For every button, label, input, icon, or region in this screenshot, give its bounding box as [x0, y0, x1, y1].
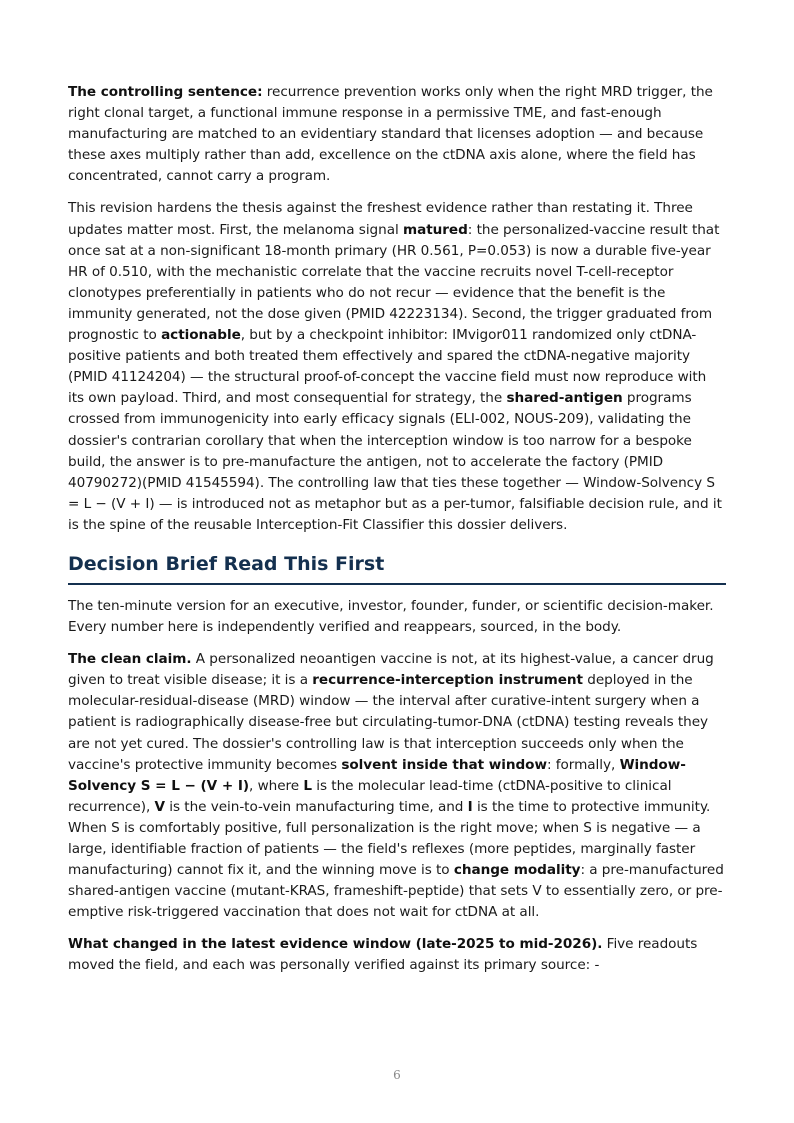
paragraph-text: is the time to protective immunity. When S is comfortably positive, full personalization is the right move; when S is negative — a large, identifiable fraction of patients — the field's reflexes (more peptides, marginally faster manufacturing) cannot fix it, and the winning move is to	[68, 798, 711, 879]
emphasis: change modality	[453, 862, 581, 879]
emphasis-variable-v: V	[154, 798, 165, 815]
paragraph-text: : formally,	[546, 756, 620, 773]
section-heading: Decision Brief Read This First	[68, 550, 726, 585]
bold-lead: The clean claim.	[68, 651, 192, 668]
paragraph-text: recurrence prevention works only when the right MRD trigger, the right clonal target, a functional immune response in a permissive TME, and fast-enough manufacturing are matched to an evidentiary standard that licenses adoption — and because these axes multiply rather than add, excellence on the ctDNA axis alone, where the field has concentrated, cannot carry a program.	[68, 84, 713, 185]
paragraph-text: The ten-minute version for an executive, investor, founder, funder, or scientific decision-maker. Every number here is independently verified and reappears, sourced, in the body.	[68, 597, 714, 636]
paragraph-text: deployed in the molecular-residual-disease (MRD) window — the interval after curative-intent surgery when a patient is radiographically disease-free but circulating-tumor-DNA (ctDNA) testing reveals they are not yet cured. The dossier's controlling law is that interception succeeds only when the vaccine's protective immunity becomes	[68, 672, 709, 773]
emphasis: recurrence-interception instrument	[312, 672, 583, 689]
emphasis-variable-i: I	[467, 798, 473, 815]
page-body	[68, 82, 726, 988]
what-changed-paragraph	[68, 934, 726, 976]
page-number: 6	[393, 1068, 401, 1082]
emphasis-shared-antigen: shared-antigen	[506, 390, 623, 407]
paragraph-text: This revision hardens the thesis against the freshest evidence rather than restating it. Three updates matter most. First, the melanoma signal	[68, 200, 693, 238]
controlling-sentence-paragraph	[68, 82, 726, 187]
bold-lead: What changed in the latest evidence window (late-2025 to mid-2026).	[68, 936, 603, 953]
paragraph-text: A personalized neoantigen vaccine is not, at its highest-value, a cancer drug given to treat visible disease; it is a	[68, 651, 714, 689]
emphasis-variable-l: L	[303, 777, 312, 794]
clean-claim-paragraph	[68, 649, 726, 923]
paragraph-text: is the molecular lead-time (ctDNA-positive to clinical recurrence),	[68, 777, 672, 815]
intro-paragraph	[68, 596, 726, 638]
emphasis-formula: Window-Solvency S = L − (V + I)	[68, 756, 686, 794]
paragraph-text: : the personalized-vaccine result that once sat at a non-significant 18-month primary (HR 0.561, P=0.053) is now a durable five-year HR of 0.510, with the mechanistic correlate that the vaccine recruits novel T-cell-receptor clonotypes preferentially in patients who do not recur — evidence that the benefit is the immunity generated, not the dose given (PMID 42223134). Second, the trigger graduated from prognostic to	[68, 221, 720, 344]
emphasis-matured: matured	[402, 221, 468, 238]
paragraph-text: : a pre-manufactured shared-antigen vaccine (mutant-KRAS, frameshift-peptide) that sets V to essentially zero, or pre-emptive risk-triggered vaccination that does not wait for ctDNA at all.	[68, 862, 724, 921]
emphasis: solvent inside that window	[341, 756, 547, 773]
emphasis-actionable: actionable	[161, 327, 241, 344]
paragraph-text: programs crossed from immunogenicity into early efficacy signals (ELI-002, NOUS-209), validating the dossier's contrarian corollary that when the interception window is too narrow for a bespoke build, the answer is to pre-manufacture the antigen, not to accelerate the factory (PMID 40790272)(PMID 41545594). The controlling law that ties these together — Window-Solvency S = L − (V + I) — is introduced not as metaphor but as a per-tumor, falsifiable decision rule, and it is the spine of the reusable Interception-Fit Classifier this dossier delivers.	[68, 390, 722, 533]
paragraph-text: , but by a checkpoint inhibitor: IMvigor011 randomized only ctDNA-positive patients and both treated them effectively and spared the ctDNA-negative majority (PMID 41124204) — the structural proof-of-concept the vaccine field must now reproduce with its own payload. Third, and most consequential for strategy, the	[68, 327, 707, 407]
paragraph-text: , where	[249, 777, 304, 794]
paragraph-text: is the vein-to-vein manufacturing time, and	[164, 798, 468, 815]
revision-paragraph	[68, 198, 726, 536]
bold-lead: The controlling sentence:	[68, 84, 263, 100]
paragraph-text: Five readouts moved the field, and each was personally verified against its primary source: -	[68, 936, 698, 974]
